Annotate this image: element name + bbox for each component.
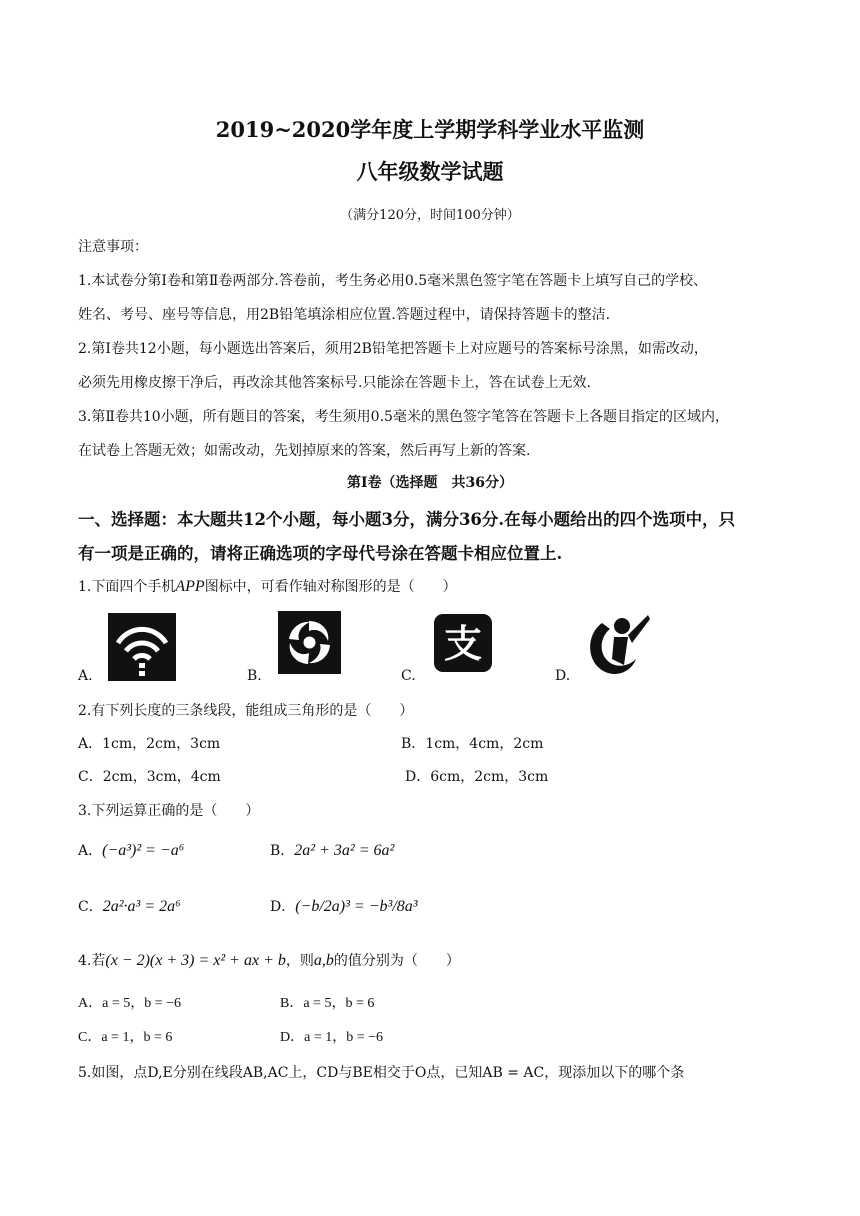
q3-option-b-expr: 2a² + 3a² = 6a² [294,842,395,859]
q3-stem: 3.下列运算正确的是（ ） [78,803,260,819]
q3-option-a-expr: (−a³)² = −a⁶ [102,842,185,859]
q3-option-b[interactable]: B．2a² + 3a² = 6a² [270,842,395,859]
q1-option-b-label[interactable]: B. [247,668,262,684]
note-2-line-2: 必须先用橡皮擦干净后，再改涂其他答案标号.只能涂在答题卡上，答在试卷上无效. [78,375,591,391]
note-2-line-1: 2.第Ⅰ卷共12小题，每小题选出答案后，须用2B铅笔把答题卡上对应题号的答案标号涂黑，如需改动， [78,341,708,357]
q4-option-b[interactable]: B．a = 5，b = 6 [280,996,375,1011]
alipay-icon [434,614,492,672]
figure-icon [584,609,654,683]
exam-score-time: （满分120分，时间100分钟） [340,208,520,223]
exam-title: 2019~2020学年度上学期学科学业水平监测 [215,117,645,142]
q5-stem: 5.如图，点D,E分别在线段AB,AC上，CD与BE相交于O点，已知AB = AC，现添加以下的哪个条 [78,1065,685,1081]
note-3-line-2: 在试卷上答题无效；如需改动，先划掉原来的答案，然后再写上新的答案. [78,443,531,459]
q1-stem: 1.下面四个手机APP图标中，可看作轴对称图形的是（ ） [78,578,457,595]
q4-stem: 4.若(x − 2)(x + 3) = x² + ax + b，则a,b的值分别为（ ） [78,952,460,969]
swirl-icon [278,611,341,674]
q3-option-c-expr: 2a²·a³ = 2a⁶ [102,898,181,915]
alipay-icon-char: 支 [443,622,483,666]
note-3-line-1: 3.第Ⅱ卷共10小题，所有题目的答案，考生须用0.5毫米的黑色签字笔答在答题卡上各题目指定的区域内， [78,409,729,425]
q1-option-d-label[interactable]: D. [555,668,571,684]
q1-option-c-label[interactable]: C. [401,668,416,684]
q3-option-d[interactable]: D．(−b/2a)³ = −b³/8a³ [270,898,418,915]
section-instruction-line-2: 有一项是正确的，请将正确选项的字母代号涂在答题卡相应位置上. [78,544,563,563]
q2-option-c[interactable]: C．2cm，3cm，4cm [78,769,221,785]
q1-option-a-label[interactable]: A. [78,668,93,684]
q2-option-d[interactable]: D．6cm，2cm，3cm [405,769,549,785]
note-1-line-1: 1.本试卷分第Ⅰ卷和第Ⅱ卷两部分.答卷前，考生务必用0.5毫米黑色签字笔在答题卡上填写自己的学校、 [78,273,708,289]
section-header: 第Ⅰ卷（选择题 共36分） [346,475,514,491]
q3-option-c[interactable]: C．2a²·a³ = 2a⁶ [78,898,181,915]
q2-stem: 2.有下列长度的三条线段，能组成三角形的是（ ） [78,703,414,719]
wifi-icon [108,613,176,681]
note-1-line-2: 姓名、考号、座号等信息，用2B铅笔填涂相应位置.答题过程中，请保持答题卡的整洁. [78,307,611,323]
q2-option-a[interactable]: A．1cm，2cm，3cm [78,736,221,752]
exam-subtitle-grade: 八年级数学试题 [356,159,504,184]
section-instruction-line-1: 一、选择题：本大题共12个小题，每小题3分，满分36分.在每小题给出的四个选项中，只 [78,510,736,529]
notes-heading: 注意事项： [78,239,148,255]
q4-option-d[interactable]: D．a = 1，b = −6 [280,1030,384,1045]
q3-option-a[interactable]: A．(−a³)² = −a⁶ [78,842,185,859]
q4-option-c[interactable]: C．a = 1，b = 6 [78,1030,173,1045]
q4-option-a[interactable]: A．a = 5，b = −6 [78,996,182,1011]
q2-option-b[interactable]: B．1cm，4cm，2cm [401,736,544,752]
q3-option-d-expr: (−b/2a)³ = −b³/8a³ [295,898,418,915]
